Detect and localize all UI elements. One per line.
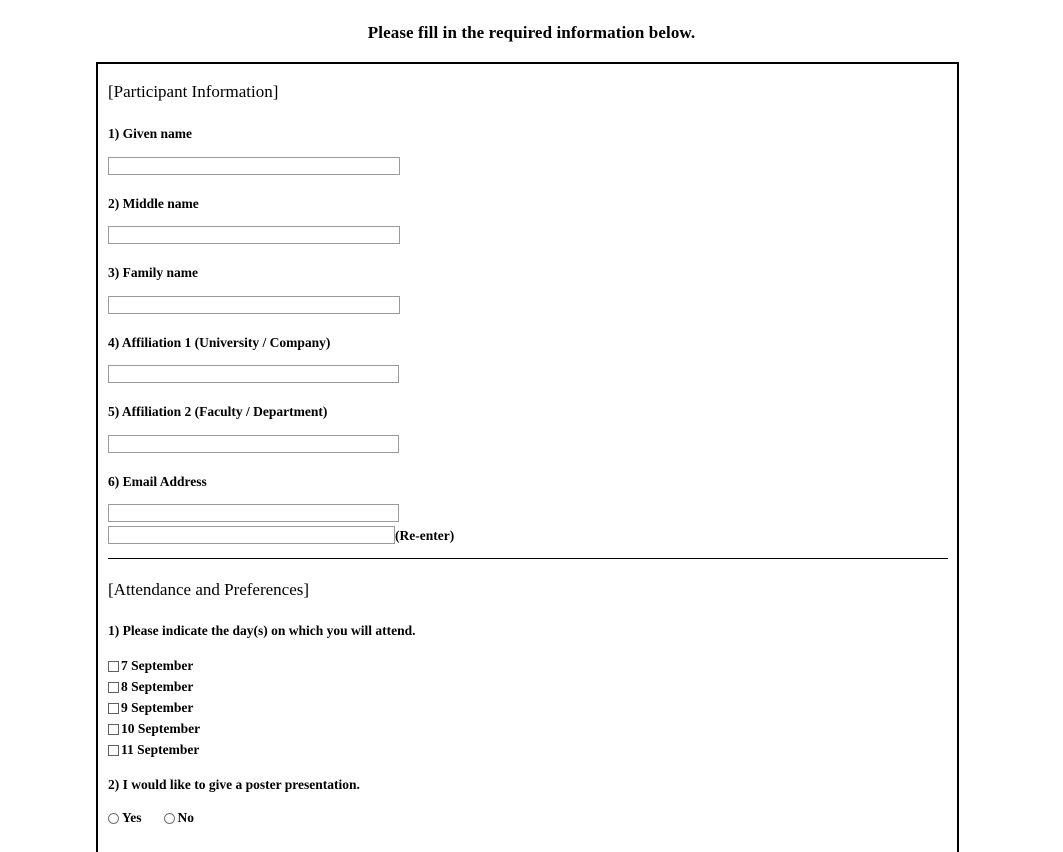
label-given-name: 1) Given name [108, 126, 192, 141]
checkbox-label-day-10: 10 September [121, 721, 201, 736]
radio-icon[interactable] [164, 813, 175, 824]
input-affiliation-2[interactable] [108, 435, 399, 453]
label-family-name: 3) Family name [108, 265, 198, 280]
checkbox-row-day-11[interactable] [108, 740, 947, 761]
section-heading-participant: [Participant Information] [108, 82, 279, 101]
label-email-address: 6) Email Address [108, 473, 207, 489]
attendance-days-list [108, 656, 947, 761]
checkbox-icon[interactable] [108, 682, 119, 693]
label-attendance-days: 1) Please indicate the day(s) on which you will attend. [108, 623, 416, 638]
section-divider [108, 558, 948, 559]
checkbox-icon[interactable] [108, 703, 119, 714]
radio-icon[interactable] [108, 813, 119, 824]
form-panel [96, 62, 959, 852]
input-email-address[interactable] [108, 504, 399, 522]
input-email-reenter[interactable] [108, 526, 395, 544]
email-reenter-note: (Re-enter) [395, 527, 455, 543]
checkbox-icon[interactable] [108, 661, 119, 672]
input-middle-name[interactable] [108, 226, 400, 244]
page-title: Please fill in the required information below. [367, 23, 696, 42]
label-middle-name: 2) Middle name [108, 195, 199, 211]
checkbox-label-day-8: 8 September [121, 679, 194, 694]
checkbox-row-day-8[interactable] [108, 677, 947, 698]
label-affiliation-2: 5) Affiliation 2 (Faculty / Department) [108, 404, 328, 419]
checkbox-label-day-7: 7 September [121, 658, 194, 673]
input-given-name[interactable] [108, 157, 400, 175]
label-poster-presentation: 2) I would like to give a poster presentation. [108, 776, 360, 792]
checkbox-icon[interactable] [108, 724, 119, 735]
radio-label-no: No [177, 810, 194, 825]
checkbox-label-day-11: 11 September [121, 742, 200, 757]
checkbox-label-day-9: 9 September [121, 700, 194, 715]
radio-option-yes[interactable] [108, 810, 142, 826]
checkbox-row-day-7[interactable] [108, 656, 947, 677]
poster-presentation-radio-group [108, 810, 947, 826]
radio-label-yes: Yes [122, 810, 142, 825]
input-family-name[interactable] [108, 296, 400, 314]
email-reenter-row [108, 526, 947, 544]
checkbox-row-day-9[interactable] [108, 698, 947, 719]
radio-option-no[interactable] [164, 810, 195, 826]
section-heading-attendance: [Attendance and Preferences] [108, 580, 310, 599]
checkbox-icon[interactable] [108, 745, 119, 756]
label-affiliation-1: 4) Affiliation 1 (University / Company) [108, 334, 331, 350]
checkbox-row-day-10[interactable] [108, 719, 947, 740]
input-affiliation-1[interactable] [108, 365, 399, 383]
